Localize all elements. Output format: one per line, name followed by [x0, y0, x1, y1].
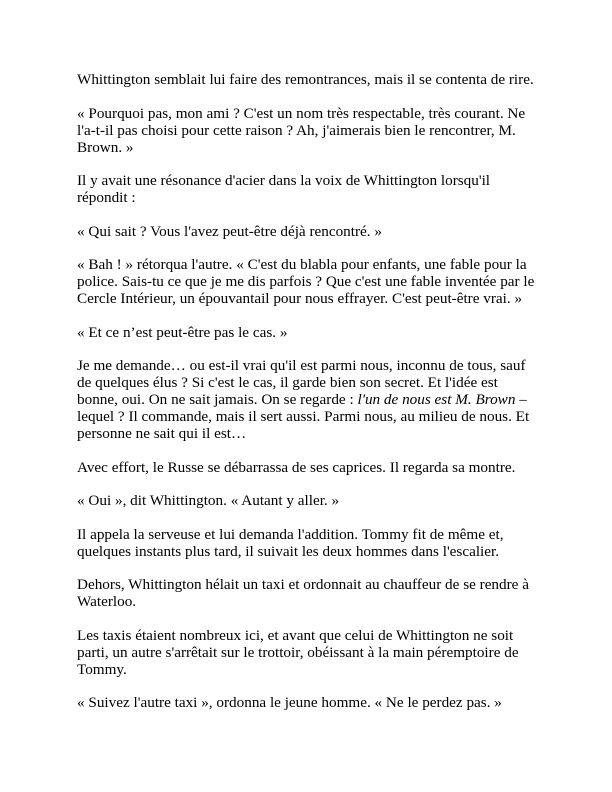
paragraph: « Qui sait ? Vous l'avez peut-être déjà rencontré. » [77, 222, 382, 240]
paragraph: Il y avait une résonance d'acier dans la voix de Whittington lorsqu'il répondit : [77, 172, 491, 206]
paragraph: Whittington semblait lui faire des remontrances, mais il se contenta de rire. [77, 71, 534, 88]
paragraph-text: lequel ? Il commande, mais il sert aussi. Parmi nous, au milieu de nous. Et personne ne sait qui il est… [77, 408, 530, 442]
paragraph: « Oui », dit Whittington. « Autant y aller. » [77, 492, 340, 509]
paragraph: Avec effort, le Russe se débarrassa de ses caprices. Il regarda sa montre. [77, 458, 516, 476]
paragraph: « Et ce n’est peut-être pas le cas. » [77, 323, 288, 341]
paragraph: Les taxis étaient nombreux ici, et avant que celui de Whittington ne soit parti, un autre s'arrêtait sur le trottoir, obéissant à la main péremptoire de Tommy. [77, 626, 519, 678]
paragraph-text: Je me demande… ou est-il vrai qu'il est parmi nous, inconnu de tous, sauf de quelques élus ? Si c'est le cas, il garde bien son secret. Et l'idée est bonne, oui. On ne sait jamais. On se regarde : [77, 357, 526, 408]
paragraph: Il appela la serveuse et lui demanda l'addition. Tommy fit de même et, quelques instants plus tard, il suivait les deux hommes dans l'escalier. [77, 525, 504, 560]
italic-phrase: l'un de nous est M. Brown – [357, 391, 527, 408]
paragraph: « Suivez l'autre taxi », ordonna le jeune homme. « Ne le perdez pas. » [77, 694, 502, 711]
paragraph [77, 357, 535, 442]
paragraph: « Pourquoi pas, mon ami ? C'est un nom très respectable, très courant. Ne l'a-t-il pas choisi pour cette raison ? Ah, j'aimerais bien le rencontrer, M. Brown. » [77, 104, 526, 156]
body-text [77, 71, 535, 728]
paragraph: Dehors, Whittington hélait un taxi et ordonnait au chauffeur de se rendre à Waterloo. [77, 576, 529, 610]
paragraph: « Bah ! » rétorqua l'autre. « C'est du blabla pour enfants, une fable pour la police. Sais-tu ce que je me dis parfois ? Que c'est une fable inventée par le Cercle Intérieur, un épouvantail pour nous effrayer. C'est peut-être vrai. » [77, 256, 535, 307]
